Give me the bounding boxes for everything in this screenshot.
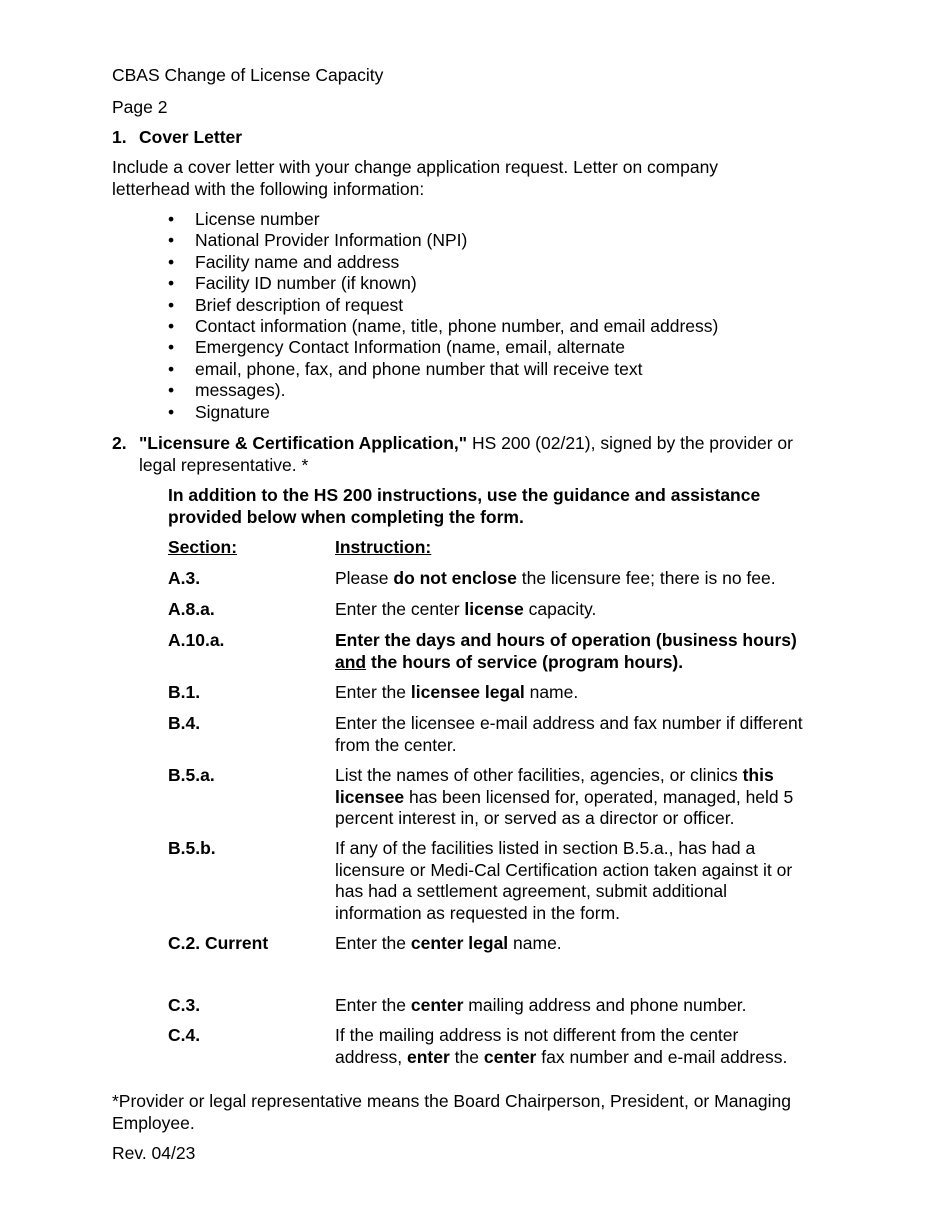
item1-number: 1. xyxy=(112,127,127,147)
guidance-line2: provided below when completing the form. xyxy=(168,507,524,527)
instruction-emphasis: center legal xyxy=(410,933,509,953)
item1-intro-line1: Include a cover letter with your change application request. Letter on company xyxy=(112,157,719,177)
list-item: • Facility name and address xyxy=(168,252,718,273)
instruction-fragment: address, xyxy=(335,1046,407,1067)
instruction-text xyxy=(335,933,845,955)
instruction-fragment: Enter the center xyxy=(335,599,465,619)
instruction-text xyxy=(335,1025,845,1068)
cover-letter-bullet-list xyxy=(168,209,718,423)
instruction-emphasis: licensee legal xyxy=(410,682,525,702)
revision-date: Rev. 04/23 xyxy=(112,1143,196,1163)
instruction-line: licensure or Medi-Cal Certification action taken against it or xyxy=(335,859,793,880)
section-code: B.5.a. xyxy=(168,765,215,785)
instruction-text xyxy=(335,568,845,590)
instruction-fragment: the licensure fee; there is no fee. xyxy=(516,568,776,588)
instruction-line: percent interest in, or served as a director or officer. xyxy=(335,808,735,828)
list-item: • messages). xyxy=(168,380,718,401)
instruction-text xyxy=(335,995,845,1017)
page-number: Page 2 xyxy=(112,97,168,117)
section-code: C.3. xyxy=(168,995,201,1015)
instruction-fragment: name. xyxy=(508,933,562,953)
instruction-fragment: name. xyxy=(524,682,579,702)
document-title: CBAS Change of License Capacity xyxy=(112,65,384,85)
instruction-fragment: Enter the xyxy=(335,933,411,953)
instruction-line: Enter the licensee e-mail address and fax number if different xyxy=(335,713,803,733)
instruction-fragment: Enter the xyxy=(335,682,411,702)
guidance-line1: In addition to the HS 200 instructions, use the guidance and assistance xyxy=(168,485,761,505)
instruction-emphasis: this xyxy=(742,765,774,785)
section-column-header: Section: xyxy=(168,537,238,557)
list-item: • Facility ID number (if known) xyxy=(168,273,718,294)
instruction-emphasis: licensee xyxy=(335,786,405,807)
item2-title-line1 xyxy=(139,433,793,455)
instruction-line: the hours of service (program hours). xyxy=(366,651,684,672)
instruction-fragment: Enter the xyxy=(335,995,411,1015)
section-code: B.1. xyxy=(168,682,201,702)
item2-title-bold: "Licensure & Certification Application," xyxy=(139,433,468,453)
instruction-line: Enter the days and hours of operation (business hours) xyxy=(335,630,797,650)
list-item: • License number xyxy=(168,209,718,230)
item2-title-rest: HS 200 (02/21), signed by the provider or xyxy=(467,433,793,453)
list-item: • Emergency Contact Information (name, email, alternate xyxy=(168,337,718,358)
instruction-text xyxy=(335,599,845,621)
list-item: • email, phone, fax, and phone number that will receive text xyxy=(168,359,718,380)
instruction-fragment: fax number and e-mail address. xyxy=(536,1046,788,1067)
section-code: B.5.b. xyxy=(168,838,216,858)
item1-intro-line2: letterhead with the following information: xyxy=(112,179,425,199)
section-code: A.3. xyxy=(168,568,201,588)
instruction-line: has had a settlement agreement, submit additional xyxy=(335,881,728,901)
instruction-emphasis: center xyxy=(483,1046,537,1067)
section-code: A.10.a. xyxy=(168,630,225,650)
list-item: • Brief description of request xyxy=(168,295,718,316)
instruction-fragment: Please xyxy=(335,568,394,588)
footnote-line1: *Provider or legal representative means the Board Chairperson, President, or Managing xyxy=(112,1091,791,1111)
list-item: • National Provider Information (NPI) xyxy=(168,230,718,251)
section-code: A.8.a. xyxy=(168,599,215,619)
instruction-emphasis: license xyxy=(464,599,524,619)
item1-heading: Cover Letter xyxy=(139,127,243,147)
instruction-text xyxy=(335,765,845,830)
instruction-fragment: List the names of other facilities, agencies, or clinics xyxy=(335,765,743,785)
instruction-emphasis: enter xyxy=(406,1046,450,1067)
instruction-emphasis: center xyxy=(410,995,464,1015)
instruction-column-header: Instruction: xyxy=(335,537,432,557)
instruction-line: If any of the facilities listed in section B.5.a., has had a xyxy=(335,838,756,858)
instruction-fragment: has been licensed for, operated, managed, held 5 xyxy=(404,786,794,807)
instruction-text xyxy=(335,838,845,924)
item2-number: 2. xyxy=(112,433,127,453)
instruction-text xyxy=(335,630,845,673)
instruction-fragment: capacity. xyxy=(523,599,597,619)
section-code: B.4. xyxy=(168,713,201,733)
footnote-line2: Employee. xyxy=(112,1113,195,1133)
instruction-fragment: the xyxy=(449,1046,484,1067)
instruction-text xyxy=(335,682,845,704)
instruction-line: from the center. xyxy=(335,734,457,755)
item2-title-line2: legal representative. * xyxy=(139,455,309,475)
list-item: • Signature xyxy=(168,402,718,423)
instruction-fragment: mailing address and phone number. xyxy=(463,995,747,1015)
instruction-underlined-word: and xyxy=(335,651,367,672)
instruction-line: If the mailing address is not different from the center xyxy=(335,1025,739,1045)
section-code: C.4. xyxy=(168,1025,201,1045)
instruction-text xyxy=(335,713,845,756)
section-code: C.2. Current xyxy=(168,933,269,953)
instruction-line: information as requested in the form. xyxy=(335,902,621,923)
instruction-emphasis: do not enclose xyxy=(393,568,517,588)
list-item: • Contact information (name, title, phone number, and email address) xyxy=(168,316,718,337)
